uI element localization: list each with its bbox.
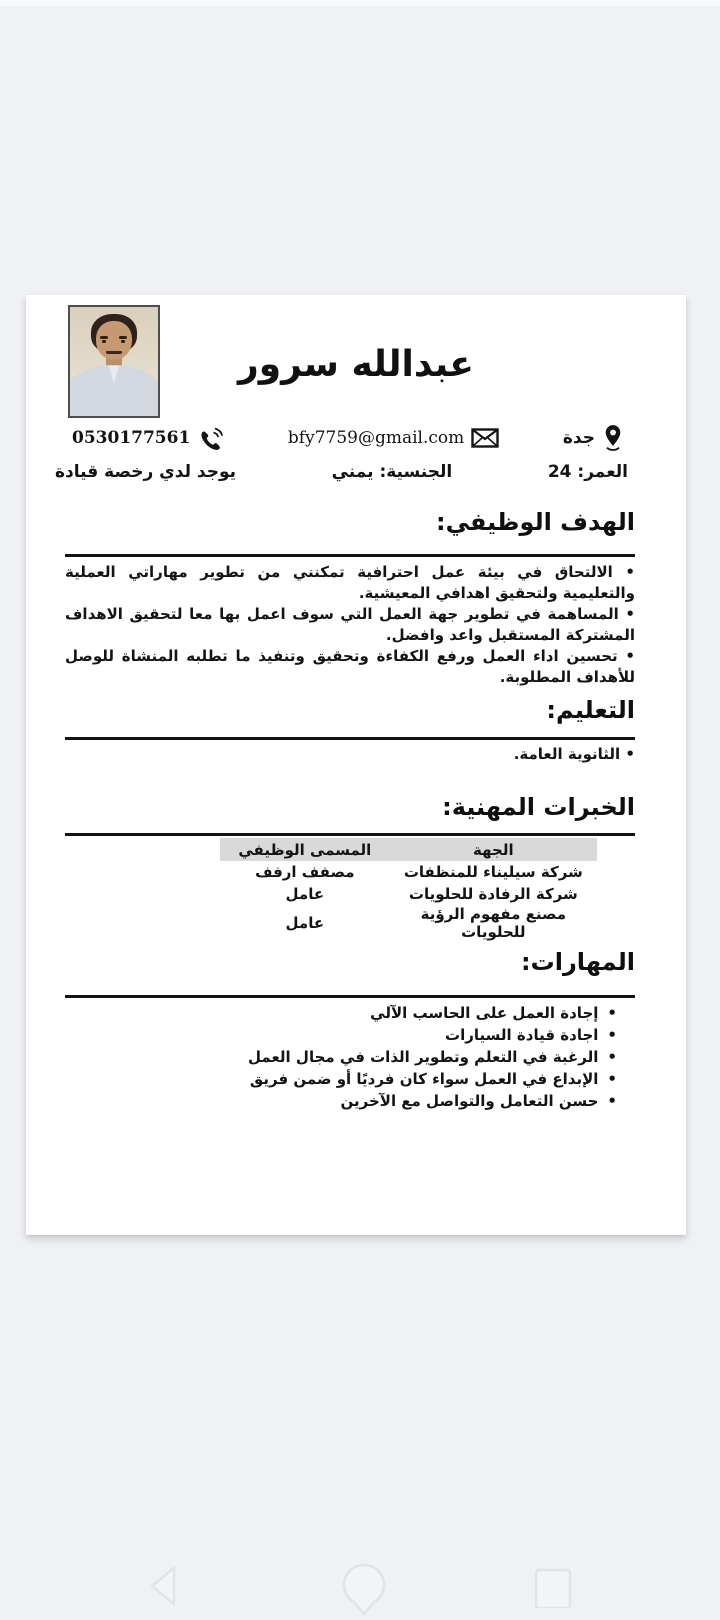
- education-bullet: • الثانوية العامة.: [65, 744, 635, 765]
- status-bar-area: [0, 0, 720, 6]
- photo-eyebrow: [100, 336, 108, 339]
- back-button[interactable]: [144, 1564, 184, 1612]
- table-row: [220, 861, 597, 883]
- recents-icon: [532, 1566, 574, 1608]
- experience-role: مصفف ارفف: [255, 863, 355, 881]
- nationality-text: الجنسية: يمني: [331, 462, 453, 482]
- email-icon: [471, 428, 499, 448]
- skill-bullet: • الرغبة في التعلم وتطوير الذات في مجال العمل: [65, 1046, 635, 1068]
- objective-list: [65, 562, 635, 688]
- email-item: [288, 428, 499, 448]
- skill-bullet: • إجادة العمل على الحاسب الآلي: [65, 1002, 635, 1024]
- android-navbar: [0, 1558, 720, 1600]
- table-row: [220, 905, 597, 941]
- experience-entity: شركة الرفادة للحلويات: [408, 885, 578, 903]
- objective-bullet: • تحسين اداء العمل ورفع الكفاءة وتحقيق وتنفيذ ما تطلبه المنشاة للوصل للأهداف المطلوبة.: [65, 646, 635, 688]
- experience-header-entity: الجهة: [390, 838, 597, 861]
- experience-entity: شركة سيليناء للمنظفات: [403, 863, 583, 881]
- education-list: [65, 744, 635, 765]
- section-rule: [65, 737, 635, 740]
- section-title-skills: المهارات:: [521, 948, 635, 976]
- experience-role: عامل: [285, 914, 325, 932]
- skill-bullet: • الإبداع في العمل سواء كان فرديًا أو ضمن فريق: [65, 1068, 635, 1090]
- skill-bullet: • حسن التعامل والتواصل مع الآخرين: [65, 1090, 635, 1112]
- cv-document-page[interactable]: [26, 295, 686, 1235]
- section-rule: [65, 995, 635, 998]
- experience-role: عامل: [285, 885, 325, 903]
- experience-header-role: المسمى الوظيفي: [220, 838, 390, 861]
- location-item: [563, 424, 624, 452]
- experience-table: [220, 838, 597, 941]
- skills-list: [65, 1002, 635, 1112]
- table-row: [220, 883, 597, 905]
- experience-header-row: [220, 838, 597, 861]
- age-text: العمر: 24: [547, 462, 628, 482]
- section-title-education: التعليم:: [546, 696, 635, 724]
- section-title-experience: الخبرات المهنية:: [442, 793, 635, 821]
- section-rule: [65, 554, 635, 557]
- recents-button[interactable]: [532, 1566, 574, 1612]
- phone-text: 0530177561: [72, 428, 191, 448]
- back-icon: [144, 1564, 184, 1608]
- city-text: جدة: [562, 428, 595, 448]
- phone-item: [72, 426, 224, 451]
- section-title-objective: الهدف الوظيفي:: [435, 508, 635, 536]
- license-text: يوجد لدي رخصة قيادة: [55, 462, 236, 482]
- skill-bullet: • اجادة قيادة السيارات: [65, 1024, 635, 1046]
- objective-bullet: • المساهمة في تطوير جهة العمل التي سوف اعمل بها معا لتحقيق الاهداف المشتركة المستقبل واعد وافضل.: [65, 604, 635, 646]
- home-button[interactable]: [338, 1560, 390, 1620]
- contact-row-primary: [72, 421, 624, 455]
- experience-entity: مصنع مفهوم الرؤية للحلويات: [420, 905, 567, 941]
- objective-bullet: • الالتحاق في بيئة عمل احترافية تمكنني من تطوير مهاراتي العملية والتعليمية ولتحقيق اهدافي المعيشية.: [65, 562, 635, 604]
- email-text: bfy7759@gmail.com: [287, 428, 465, 448]
- home-icon: [338, 1560, 390, 1616]
- location-pin-icon: [602, 424, 624, 452]
- candidate-name: عبدالله سرور: [238, 344, 474, 385]
- section-rule: [65, 833, 635, 836]
- photo-eyebrow: [119, 336, 127, 339]
- contact-row-secondary: [55, 457, 628, 487]
- phone-icon: [197, 426, 224, 451]
